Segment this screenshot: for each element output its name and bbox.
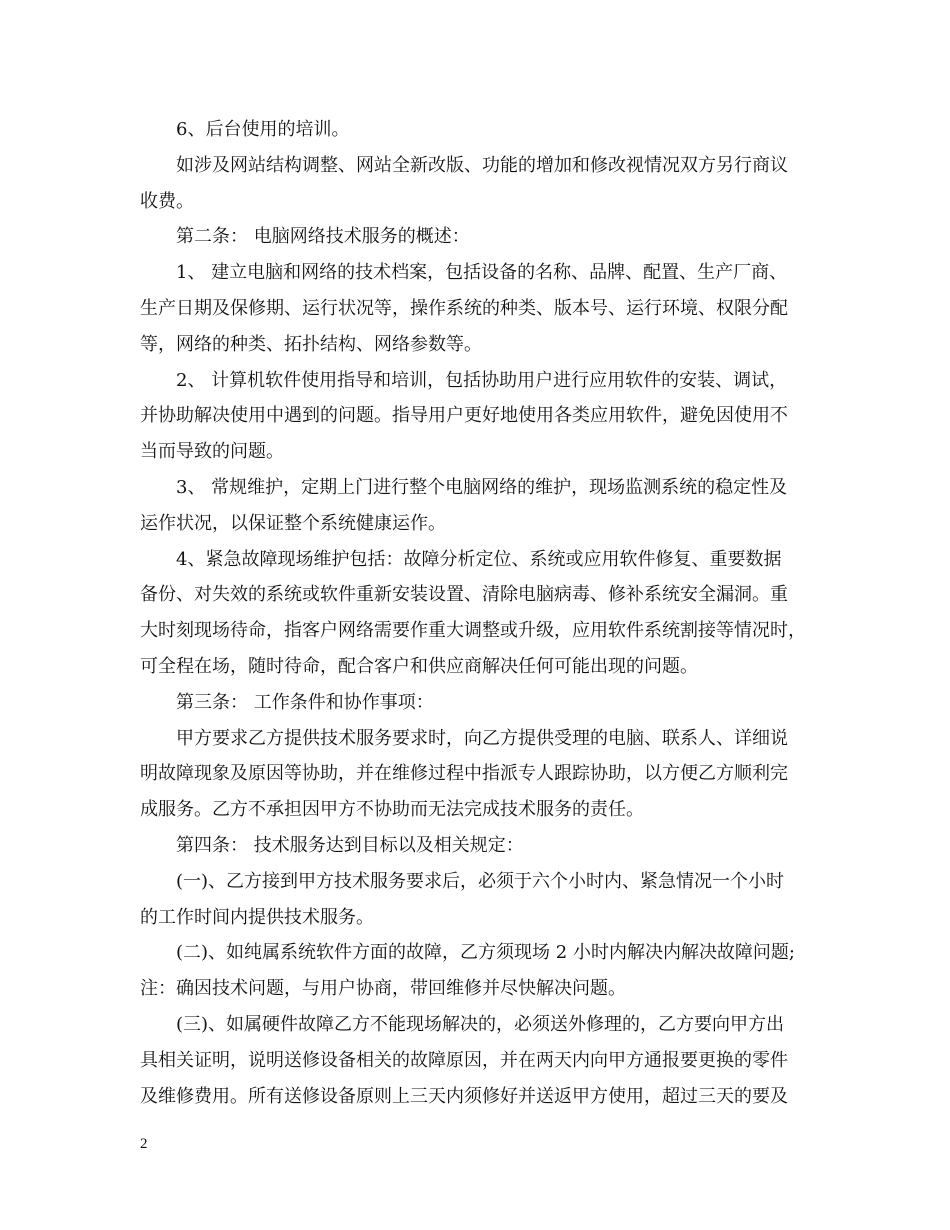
text-line: (二)、如纯属系统软件方面的故障，乙方须现场 2 小时内解决内解决故障问题; xyxy=(176,942,796,964)
text-line: 2、 计算机软件使用指导和培训，包括协助用户进行应用软件的安装、调试， xyxy=(176,369,788,391)
text-line: 4、紧急故障现场维护包括：故障分析定位、系统或应用软件修复、重要数据 xyxy=(176,548,782,570)
section-heading: 第二条： 电脑网络技术服务的概述： xyxy=(176,226,470,248)
section-heading: 第四条： 技术服务达到目标以及相关规定： xyxy=(176,834,524,856)
text-line: 具相关证明，说明送修设备相关的故障原因，并在两天内向甲方通报要更换的零件 xyxy=(140,1049,788,1071)
document-body xyxy=(140,112,818,1114)
text-line: 如涉及网站结构调整、网站全新改版、功能的增加和修改视情况双方另行商议 xyxy=(176,154,788,176)
text-line: 运作状况，以保证整个系统健康运作。 xyxy=(140,512,446,534)
text-line: 的工作时间内提供技术服务。 xyxy=(140,906,374,928)
text-line: 3、 常规维护，定期上门进行整个电脑网络的维护，现场监测系统的稳定性及 xyxy=(176,476,788,498)
text-line: 注：确因技术问题，与用户协商，带回维修并尽快解决问题。 xyxy=(140,978,626,1000)
text-line: 可全程在场，随时待命，配合客户和供应商解决任何可能出现的问题。 xyxy=(140,655,698,677)
text-line: 及维修费用。所有送修设备原则上三天内须修好并送返甲方使用，超过三天的要及 xyxy=(140,1085,788,1107)
text-line: 6、后台使用的培训。 xyxy=(176,119,350,140)
text-line: 生产日期及保修期、运行状况等，操作系统的种类、版本号、运行环境、权限分配 xyxy=(140,297,788,319)
text-line: 大时刻现场待命，指客户网络需要作重大调整或升级，应用软件系统割接等情况时， xyxy=(140,620,806,642)
text-line: 1、 建立电脑和网络的技术档案，包括设备的名称、品牌、配置、生产厂商、 xyxy=(176,262,788,284)
text-line: 当而导致的问题。 xyxy=(140,441,284,463)
page-number: 2 xyxy=(140,1136,148,1152)
text-line: 收费。 xyxy=(140,190,194,212)
text-line: (三)、如属硬件故障乙方不能现场解决的，必须送外修理的，乙方要向甲方出 xyxy=(176,1013,785,1035)
text-line: (一)、乙方接到甲方技术服务要求后，必须于六个小时内、紧急情况一个小时 xyxy=(176,870,785,892)
text-line: 并协助解决使用中遇到的问题。指导用户更好地使用各类应用软件，避免因使用不 xyxy=(140,405,788,427)
text-line: 成服务。乙方不承担因甲方不协助而无法完成技术服务的责任。 xyxy=(140,799,644,821)
text-line: 甲方要求乙方提供技术服务要求时，向乙方提供受理的电脑、联系人、详细说 xyxy=(176,727,788,749)
text-line: 等，网络的种类、拓扑结构、网络参数等。 xyxy=(140,333,482,355)
text-line: 明故障现象及原因等协助，并在维修过程中指派专人跟踪协助，以方便乙方顺利完 xyxy=(140,763,788,785)
text-line: 备份、对失效的系统或软件重新安装设置、清除电脑病毒、修补系统安全漏洞。重 xyxy=(140,584,788,606)
section-heading: 第三条： 工作条件和协作事项： xyxy=(176,691,434,713)
